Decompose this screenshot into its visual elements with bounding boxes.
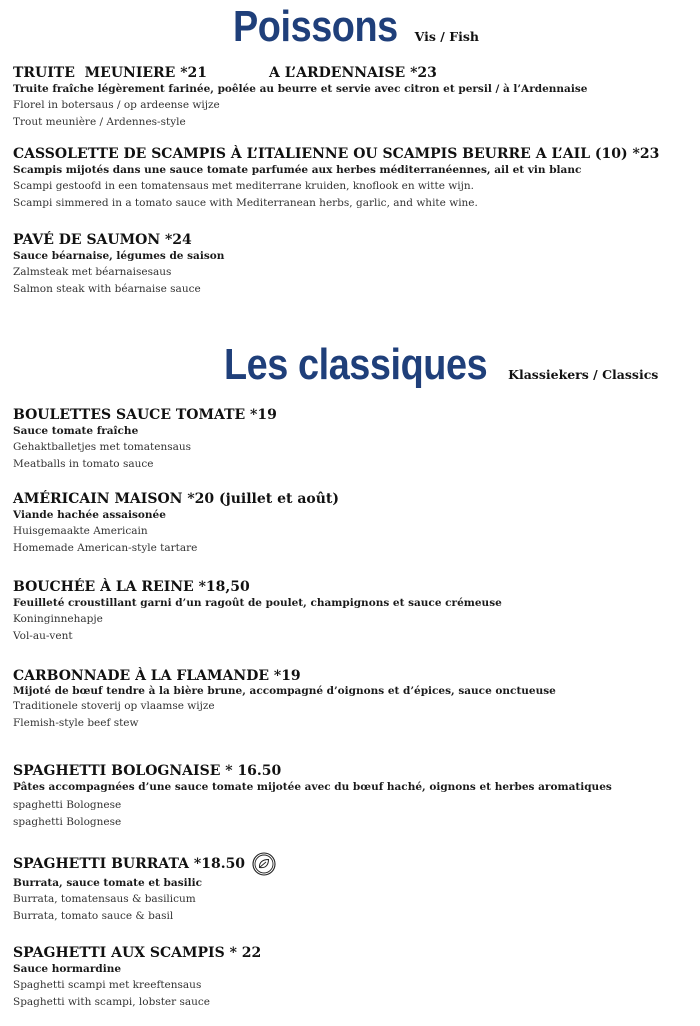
item-english: Flemish-style beef stew: [13, 717, 139, 729]
item-description: Pâtes accompagnées d’une sauce tomate mijotée avec du bœuf haché, oignons et herbes aromatiques: [13, 781, 612, 793]
menu-item: [13, 763, 693, 831]
item-dutch: Florel in botersaus / op ardeense wijze: [13, 99, 220, 111]
menu-item: [13, 407, 693, 473]
menu-item: [13, 65, 693, 131]
item-title: CARBONNADE À LA FLAMANDE *19: [13, 668, 301, 684]
item-english: Burrata, tomato sauce & basil: [13, 910, 174, 922]
item-english: spaghetti Bolognese: [13, 816, 122, 828]
section-title: Les classiques: [224, 340, 488, 389]
item-description: Sauce tomate fraîche: [13, 425, 139, 437]
item-english: Scampi simmered in a tomato sauce with Mediterranean herbs, garlic, and white wine.: [13, 197, 478, 209]
menu-item: [13, 668, 693, 732]
menu-item: [13, 579, 693, 645]
menu-item: [13, 232, 693, 298]
item-description: Mijoté de bœuf tendre à la bière brune, accompagné d’oignons et d’épices, sauce onctueuse: [13, 685, 556, 697]
item-description: Sauce béarnaise, légumes de saison: [13, 250, 225, 262]
item-title: BOULETTES SAUCE TOMATE *19: [13, 407, 277, 423]
item-title: BOUCHÉE À LA REINE *18,50: [13, 579, 250, 595]
item-dutch: Zalmsteak met béarnaisesaus: [13, 266, 172, 278]
section-header-classiques: [0, 340, 700, 390]
item-english: Trout meunière / Ardennes-style: [13, 116, 186, 128]
item-title: SPAGHETTI BOLOGNAISE * 16.50: [13, 763, 282, 779]
menu-item: [13, 491, 693, 557]
vegetarian-leaf-icon: [252, 852, 276, 876]
section-subtitle: Vis / Fish: [414, 29, 479, 44]
item-english: Salmon steak with béarnaise sauce: [13, 283, 201, 295]
item-title: SPAGHETTI AUX SCAMPIS * 22: [13, 945, 262, 961]
item-dutch: Huisgemaakte Americain: [13, 525, 148, 537]
menu-item: [13, 852, 693, 925]
item-title-variant: A L’ARDENNAISE *23: [269, 65, 437, 81]
menu-item: [13, 146, 693, 212]
item-dutch: Koninginnehapje: [13, 613, 103, 625]
item-description: Sauce hormardine: [13, 963, 122, 975]
item-title: CASSOLETTE DE SCAMPIS À L’ITALIENNE OU SCAMPIS BEURRE A L’AIL (10) *23: [13, 146, 660, 162]
item-english: Meatballs in tomato sauce: [13, 458, 154, 470]
item-description: Scampis mijotés dans une sauce tomate parfumée aux herbes méditerranéennes, ail et vin blanc: [13, 164, 582, 176]
item-english: Vol-au-vent: [13, 630, 73, 642]
item-description: Viande hachée assaisonée: [13, 509, 166, 521]
item-dutch: Scampi gestoofd in een tomatensaus met mediterrane kruiden, knoflook en witte wijn.: [13, 180, 474, 192]
item-description: Truite fraîche légèrement farinée, poêlée au beurre et servie avec citron et persil / à l’Ardennaise: [13, 83, 588, 95]
item-title: TRUITE MEUNIERE *21: [13, 65, 208, 81]
item-english: Spaghetti with scampi, lobster sauce: [13, 996, 210, 1008]
item-description: Burrata, sauce tomate et basilic: [13, 877, 202, 889]
item-dutch: Burrata, tomatensaus & basilicum: [13, 893, 196, 905]
item-dutch: Traditionele stoverij op vlaamse wijze: [13, 700, 215, 712]
item-dutch: Spaghetti scampi met kreeftensaus: [13, 979, 202, 991]
section-subtitle: Klassiekers / Classics: [508, 367, 659, 382]
item-title: SPAGHETTI BURRATA *18.50: [13, 855, 246, 872]
item-dutch: Gehaktballetjes met tomatensaus: [13, 441, 192, 453]
item-title: PAVÉ DE SAUMON *24: [13, 232, 192, 248]
item-english: Homemade American-style tartare: [13, 542, 198, 554]
item-title: AMÉRICAIN MAISON *20 (juillet et août): [13, 491, 339, 507]
menu-item: [13, 945, 693, 1011]
item-description: Feuilleté croustillant garni d’un ragoût de poulet, champignons et sauce crémeuse: [13, 597, 502, 609]
section-title: Poissons: [233, 2, 398, 51]
section-header-poissons: [0, 2, 700, 52]
item-dutch: spaghetti Bolognese: [13, 799, 122, 811]
